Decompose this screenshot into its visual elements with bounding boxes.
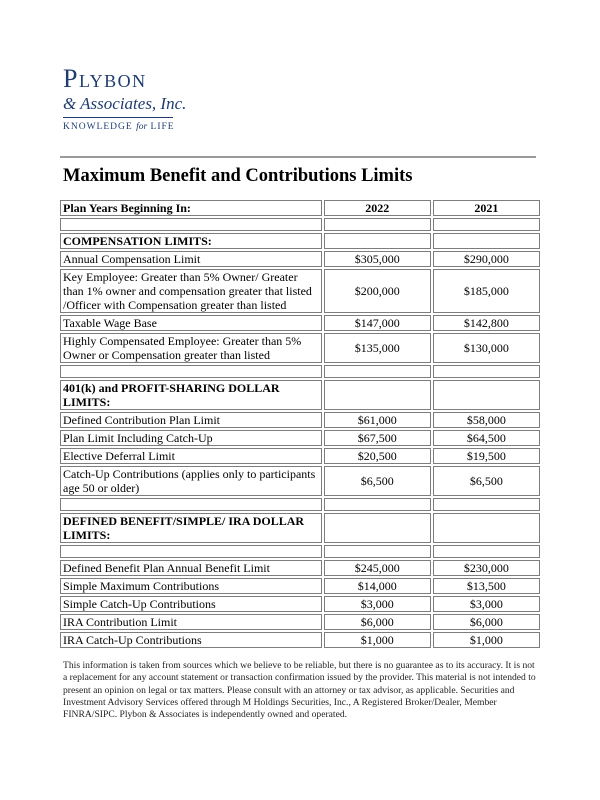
table-row [60,560,540,576]
table-row [60,251,540,267]
row-value-2022: $305,000 [324,251,431,267]
section-heading-row [60,380,540,410]
row-label: IRA Catch-Up Contributions [60,632,322,648]
row-label: Highly Compensated Employee: Greater than 5% Owner or Compensation greater than listed [60,333,322,363]
empty-cell [324,233,431,249]
logo-associates: & Associates, Inc. [63,94,187,113]
table-row [60,596,540,612]
row-value-2022: $200,000 [324,269,431,313]
disclaimer-text: This information is taken from sources which we believe to be reliable, but there is no guarantee as to its accuracy. It is not a replacement for any account statement or transaction confirmation issued by the provider. This material is not intended to present an opinion on legal or tax matters. Please consult with an attorney or tax advisor, as applicable. Securities and Investment Advisory Services offered through M Holdings Securities, Inc., A Registered Broker/Dealer, Member FINRA/SIPC. Plybon & Associates is independently owned and operated. [63,660,536,721]
row-value-2022: $20,500 [324,448,431,464]
row-value-2021: $230,000 [433,560,540,576]
section-heading-compensation: COMPENSATION LIMITS: [60,233,322,249]
row-value-2022: $61,000 [324,412,431,428]
row-value-2021: $13,500 [433,578,540,594]
row-label: Elective Deferral Limit [60,448,322,464]
spacer-cell [433,218,540,231]
page-title: Maximum Benefit and Contributions Limits [63,166,413,186]
section-heading-401k: 401(k) and PROFIT-SHARING DOLLAR LIMITS: [60,380,322,410]
limits-table [58,198,542,650]
empty-cell [433,513,540,543]
row-value-2022: $147,000 [324,315,431,331]
row-value-2021: $290,000 [433,251,540,267]
header-label: Plan Years Beginning In: [60,200,322,216]
row-value-2021: $3,000 [433,596,540,612]
logo-tagline-for: for [136,122,148,132]
table-row [60,632,540,648]
row-label: Simple Maximum Contributions [60,578,322,594]
table-row [60,578,540,594]
spacer-row [60,365,540,378]
logo-rule [63,117,173,118]
row-value-2021: $130,000 [433,333,540,363]
row-value-2021: $6,000 [433,614,540,630]
logo-name: Plybon [63,64,147,93]
section-heading-defined-benefit: DEFINED BENEFIT/SIMPLE/ IRA DOLLAR LIMITS: [60,513,322,543]
row-label: Annual Compensation Limit [60,251,322,267]
spacer-row [60,498,540,511]
row-label: Catch-Up Contributions (applies only to participants age 50 or older) [60,466,322,496]
table-row [60,269,540,313]
logo-tagline-post: LIFE [147,122,175,132]
row-label: Defined Benefit Plan Annual Benefit Limit [60,560,322,576]
section-heading-row [60,233,540,249]
row-value-2021: $64,500 [433,430,540,446]
header-year-2021: 2021 [433,200,540,216]
row-label: Plan Limit Including Catch-Up [60,430,322,446]
table-header-row [60,200,540,216]
row-value-2021: $58,000 [433,412,540,428]
empty-cell [324,513,431,543]
row-value-2022: $3,000 [324,596,431,612]
row-value-2021: $1,000 [433,632,540,648]
row-value-2022: $67,500 [324,430,431,446]
row-value-2022: $6,500 [324,466,431,496]
row-label: Key Employee: Greater than 5% Owner/ Greater than 1% owner and compensation greater that listed /Officer with Compensation greater than listed [60,269,322,313]
row-label: Taxable Wage Base [60,315,322,331]
spacer-cell [60,218,322,231]
row-value-2022: $135,000 [324,333,431,363]
row-value-2021: $6,500 [433,466,540,496]
table-row [60,412,540,428]
header-divider [60,156,536,158]
table-row [60,430,540,446]
row-label: IRA Contribution Limit [60,614,322,630]
spacer-cell [60,498,322,511]
row-value-2022: $1,000 [324,632,431,648]
header-year-2022: 2022 [324,200,431,216]
spacer-cell [324,218,431,231]
row-value-2021: $142,800 [433,315,540,331]
row-value-2022: $6,000 [324,614,431,630]
spacer-cell [433,498,540,511]
row-value-2022: $245,000 [324,560,431,576]
row-value-2021: $19,500 [433,448,540,464]
empty-cell [433,233,540,249]
logo-tagline [63,122,193,132]
spacer-cell [324,365,431,378]
spacer-cell [324,498,431,511]
empty-cell [433,380,540,410]
company-logo [63,66,193,132]
spacer-cell [60,365,322,378]
table-row [60,466,540,496]
table-row [60,448,540,464]
spacer-cell [60,545,322,558]
section-heading-row [60,513,540,543]
spacer-row [60,218,540,231]
spacer-cell [433,545,540,558]
table-row [60,614,540,630]
row-value-2022: $14,000 [324,578,431,594]
row-label: Defined Contribution Plan Limit [60,412,322,428]
empty-cell [324,380,431,410]
spacer-row [60,545,540,558]
row-label: Simple Catch-Up Contributions [60,596,322,612]
spacer-cell [324,545,431,558]
logo-tagline-pre: KNOWLEDGE [63,122,137,132]
table-row [60,315,540,331]
table-row [60,333,540,363]
row-value-2021: $185,000 [433,269,540,313]
spacer-cell [433,365,540,378]
